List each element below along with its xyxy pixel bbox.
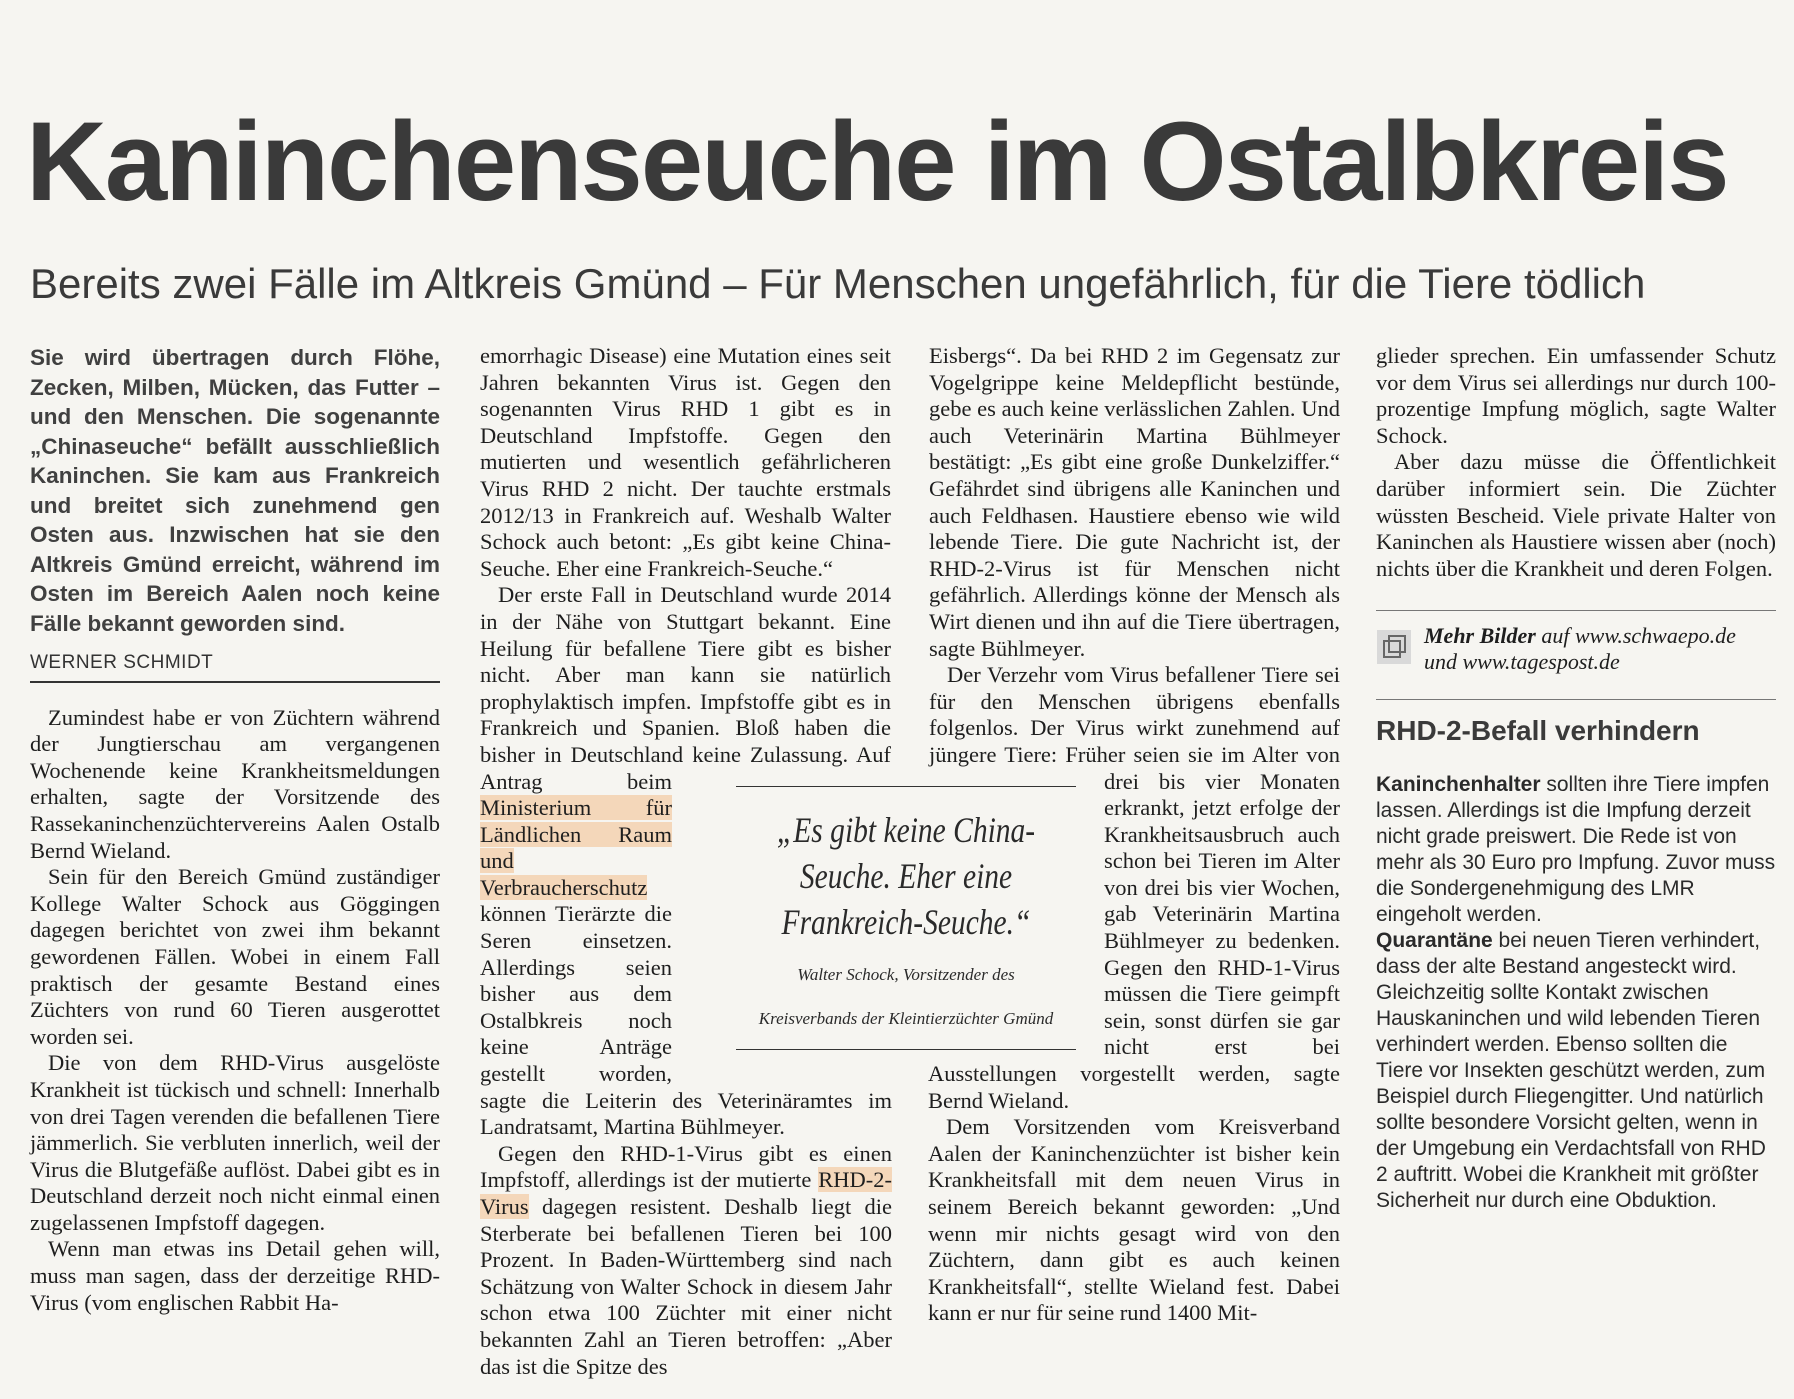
- divider: [1376, 699, 1776, 700]
- column-4: [1376, 343, 1776, 1214]
- infobox-tip: Quarantäne bei neuen Tieren verhindert, dass der alte Bestand angesteckt wird. Gleichzeitig sollte Kontakt zwischen Hauskaninchen und wild lebenden Tieren verhindert werden. Ebenso sollten die Tiere vor Insekten geschützt werden, zum Beispiel durch Fliegengitter. Und natürlich sollte besondere Vorsicht gelten, wenn in der Umgebung ein Verdachtsfall von RHD 2 auftritt. Wobei die Krankheit mit größter Sicherheit nur durch eine Obduktion.: [1376, 929, 1766, 1213]
- more-pictures-note: [1376, 623, 1776, 675]
- body-paragraph: Der Verzehr vom Virus befallener Tiere sei für den Menschen übrigens ebenfalls folgenlos. Der Virus wirkt zunehmend auf jüngere Tiere: Früher seien sie im Alter von drei bis vier Monaten erkrankt, jetzt erfolge der Krankheitsausbruch auch schon bei Tieren im Alter von drei bis vier Wochen, gab Veterinärin Martina Bühlmeyer zu bedenken. Gegen den RHD-1-Virus müssen die Tiere geimpft sein, sonst dürfen sie gar nicht erst bei Ausstellungen vorgestellt werden, sagte Bernd Wieland.: [928, 662, 1340, 1113]
- quote-spacer: [891, 343, 892, 779]
- body-paragraph: Zumindest habe er von Züchtern während der Jungtierschau am vergangenen Wochenende keine Krankheitsmeldungen erhalten, sagte der Vorsitzende des Rassekaninchenzüchtervereins Aalen Ostalb Bernd Wieland.: [30, 704, 440, 863]
- pull-quote: [736, 786, 1076, 1050]
- body-paragraph: Aber dazu müsse die Öffentlichkeit darüber informiert sein. Die Züchter wüssten Bescheid. Viele private Halter von Kaninchen als Haustiere wissen aber (noch) nichts über die Krankheit und deren Folgen.: [1376, 449, 1776, 581]
- gallery-icon: [1376, 629, 1412, 665]
- highlight-ministry: Ministerium für Ländlichen Raum und Verbraucherschutz: [480, 795, 672, 900]
- body-paragraph: glieder sprechen. Ein umfassender Schutz vor dem Virus sei allerdings nur durch 100-prozentige Impfung möglich, sagte Walter Schock.: [1376, 343, 1776, 448]
- column-1: [30, 343, 440, 1316]
- body-paragraph: Sein für den Bereich Gmünd zuständiger Kollege Walter Schock aus Göggingen dagegen berichtet von zwei ihm bekannt gewordenen Fällen. Wobei in einem Fall praktisch der gesamte Bestand eines Züchters von rund 60 Tieren ausgerottet worden sei.: [30, 864, 440, 1049]
- body-paragraph: Der erste Fall in Deutschland wurde 2014 in der Nähe von Stuttgart bekannt. Eine Heilung für befallene Tiere gibt es bisher nicht. Aber man kann sie natürlich prophylaktisch impfen. Impfstoffe gibt es in Frankreich und Spanien. Bloß haben die bisher in Deutschland keine Zulassung. Auf Antrag beim Ministerium für Ländlichen Raum und Verbraucherschutz können Tierärzte die Seren einsetzen. Allerdings seien bisher aus dem Ostalbkreis noch keine Anträge gestellt worden, sagte die Leiterin des Veterinäramtes im Landratsamt, Martina Bühlmeyer.: [480, 582, 892, 1140]
- author-byline: WERNER SCHMIDT: [30, 650, 440, 683]
- divider: [1376, 610, 1776, 611]
- headline: Kaninchenseuche im Ostalbkreis: [26, 99, 1728, 224]
- infobox-title: RHD-2-Befall verhindern: [1376, 715, 1700, 747]
- highlight-virus: RHD-2-Virus: [480, 1167, 892, 1219]
- lead-paragraph: Sie wird übertragen durch Flöhe, Zecken, Milben, Mücken, das Futter – und den Menschen. Die sogenannte „Chinaseuche“ befällt ausschließlich Kaninchen. Sie kam aus Frankreich und breitet sich zunehmend gen Osten aus. Inzwischen hat sie den Altkreis Gmünd erreicht, während im Osten im Bereich Aalen noch keine Fälle bekannt geworden sind.: [30, 345, 440, 636]
- body-paragraph: Die von dem RHD-Virus ausgelöste Krankheit ist tückisch und schnell: Innerhalb von drei Tagen verenden die befallenen Tiere jämmerlich. Sie verbluten innerlich, weil der Virus die Blutgefäße auflöst. Dabei gibt es in Deutschland derzeit noch nicht einmal einen zugelassenen Impfstoff dagegen.: [30, 1050, 440, 1235]
- body-paragraph: Wenn man etwas ins Detail gehen will, muss man sagen, dass der derzeitige RHD-Virus (vom englischen Rabbit Ha-: [30, 1236, 440, 1315]
- infobox-tip: Kaninchenhalter sollten ihre Tiere impfen lassen. Allerdings ist die Impfung derzeit nicht grade preiswert. Die Rede ist von mehr als 30 Euro pro Impfung. Zuvor muss die Sondergenehmigung des LMR eingeholt werden.: [1376, 773, 1776, 927]
- body-paragraph: Dem Vorsitzenden vom Kreisverband Aalen der Kaninchenzüchter ist bisher kein Krankheitsfall mit dem neuen Virus in seinem Bereich bekannt geworden: „Und wenn mir nichts gesagt wird von den Züchtern, dann gibt es auch keinen Krankheitsfall“, stellte Wieland fest. Dabei kann er nur für seine rund 1400 Mit-: [928, 1114, 1340, 1326]
- more-pictures-text: Mehr Bilder auf www.schwaepo.de und www.tagespost.de: [1424, 623, 1736, 675]
- pull-quote-source: Walter Schock, Vorsitzender des Kreisverbands der Kleintierzüchter Gmünd: [758, 965, 1054, 1028]
- pull-quote-text: „Es gibt keine China-Seuche. Eher eine Frankreich-Seuche.“: [776, 810, 1036, 942]
- body-paragraph: Gegen den RHD-1-Virus gibt es einen Impfstoff, allerdings ist der mutierte RHD-2-Virus dagegen resistent. Deshalb liegt die Sterberate bei befallenen Tieren bei 100 Prozent. In Baden-Württemberg sind nach Schätzung von Walter Schock in diesem Jahr schon etwa 100 Züchter mit einer nicht bekannten Zahl an Tieren betroffen: „Aber das ist die Spitze des: [480, 1140, 892, 1379]
- body-paragraph: Eisbergs“. Da bei RHD 2 im Gegensatz zur Vogelgrippe keine Meldepflicht bestünde, gebe es auch keine verlässlichen Zahlen. Und auch Veterinärin Martina Bühlmeyer bestätigt: „Es gibt eine große Dunkelziffer.“ Gefährdet sind übrigens alle Kaninchen und auch Feldhasen. Haustiere ebenso wie wild lebende Tiere. Die gute Nachricht ist, der RHD-2-Virus ist für Menschen nicht gefährlich. Allerdings könne der Mensch als Wirt dienen und ihn auf die Tiere übertragen, sagte Bühlmeyer.: [929, 343, 1340, 661]
- subheadline: Bereits zwei Fälle im Altkreis Gmünd – Für Menschen ungefährlich, für die Tiere tödlich: [30, 260, 1646, 307]
- body-paragraph: emorrhagic Disease) eine Mutation eines seit Jahren bekannten Virus ist. Gegen den sogenannten Virus RHD 1 gibt es in Deutschland Impfstoffe. Gegen den mutierten und wesentlich gefährlicheren Virus RHD 2 nicht. Der tauchte erstmals 2012/13 in Frankreich auf. Weshalb Walter Schock auch betont: „Es gibt keine China-Seuche. Eher eine Frankreich-Seuche.“: [480, 343, 891, 581]
